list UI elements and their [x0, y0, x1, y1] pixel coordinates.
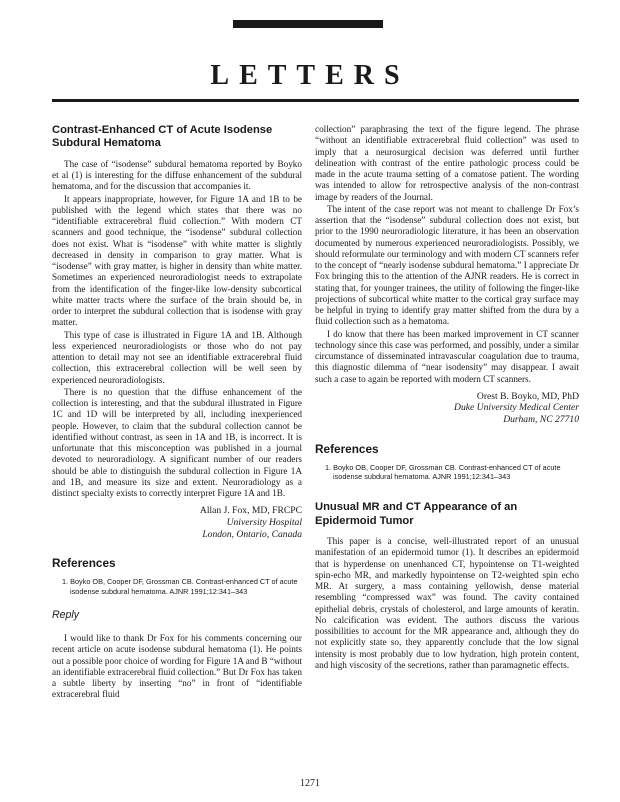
reference-item: 1. Boyko OB, Cooper DF, Grossman CB. Contrast-enhanced CT of acute isodense subdural hematoma. AJNR 1991;12:341–343	[62, 577, 298, 596]
letter1-author: Allan J. Fox, MD, FRCPC	[199, 505, 302, 517]
page-number: 1271	[300, 778, 320, 789]
reply-paragraph: I do know that there has been marked improvement in CT scanner technology since this case was performed, and possibly, under a similar circumstance of disseminated intravascular coagulation due to trauma, this diagnostic dilemma of “near isodensity” may disappear. I await such a case to again be reported with modern CT scanners.	[315, 328, 579, 384]
left-column	[52, 124, 302, 702]
letter1-title: Contrast-Enhanced CT of Acute Isodense Subdural Hematoma	[52, 124, 273, 150]
reply-paragraph: The intent of the case report was not meant to challenge Dr Fox’s assertion that the “isodense” subdural collection does not exist, but prior to the 1990 neuroradiologic literature, it has been an observation documented by numerous experienced neuroradiologists. Possibly, we should reformulate our terminology and with modern CT scanners refer to the concept of “nearly isodense subdural hematoma.” I appreciate Dr Fox bringing this to the attention of the AJNR readers. He is correct in stating that, for younger trainees, the utility of following the finger-like projections of subcortical white matter to the cortical gray surface may be helpful in trying to identify gray matter shifted from the dura by a fluid collection such as a hematoma.	[315, 203, 579, 327]
letter1-institution: University Hospital	[226, 516, 302, 528]
header-rule	[52, 99, 579, 102]
reply-heading: Reply	[52, 608, 80, 621]
reply-paragraph: I would like to thank Dr Fox for his comments concerning our recent article on acute isodense subdural hematoma (1). He points out a possible poor choice of wording for Figure 1A and B “without an identifiable extracerebral fluid collection.” But Dr Fox has taken a subtle liberty by inserting “no” in front of “identifiable extracerebral fluid	[52, 633, 302, 700]
reply-institution: Duke University Medical Center	[454, 402, 579, 414]
header-bar	[233, 20, 383, 28]
letter1-location: London, Ontario, Canada	[202, 528, 302, 540]
letter1-references-heading: References	[52, 556, 116, 571]
reply-signature	[315, 391, 579, 426]
letter2-title: Unusual MR and CT Appearance of an Epidermoid Tumor	[315, 501, 518, 527]
letter1-paragraph: There is no question that the diffuse enhancement of the collection is interesting, and that the subdural illustrated in Figure 1C and 1D will be interpreted by all, including inexperienced people. However, to claim that the subdural collection cannot be identified without contrast, as seen in 1A and 1B, is incorrect. It is unfortunate that this misconception was published in a journal devoted to neuroradiology. A significant number of our readers should be able to distinguish the subdural collection in Figure 1A and 1B, and measure its size and extent. Neuroradiology as a distinct specialty exists to correctly interpret Figure 1A and 1B.	[52, 386, 302, 499]
letter1-paragraph: This type of case is illustrated in Figure 1A and 1B. Although less experienced neuroradiologists or those who do not pay attention to detail may not see an identifiable extracerebral fluid collection, this extracerebral collection will be well seen by experienced neuroradiologists.	[52, 329, 302, 385]
reference-item: 1. Boyko OB, Cooper DF, Grossman CB. Contrast-enhanced CT of acute isodense subdural hematoma. AJNR 1991;12:341–343	[325, 462, 561, 481]
letter2-paragraph: This paper is a concise, well-illustrated report of an unusual manifestation of an epidermoid tumor (1). It describes an epidermoid that is hyperdense on unenhanced CT, hypointense on T1-weighted spin-echo MR, and markedly hypointense on T2-weighted spin echo MR. At surgery, a mass containing yellowish, dense material resembling “compressed wax” was found. The cavity contained epithelial debris, crystals of cholesterol, and large amounts of keratin. No calcification was evident. The authors discuss the various possibilities to account for the MR appearance and, although they do not explicitly state so, they apparently conclude that the low signal intensity is most probably due to low hydration, high protein content, and high viscosity of the secretions, rather than paramagnetic effects.	[315, 536, 579, 670]
letter1-paragraph: The case of “isodense” subdural hematoma reported by Boyko et al (1) is interesting for the diffuse enhancement of the subdural hematoma, and for the discussion that accompanies it.	[52, 158, 302, 192]
letter1-paragraph: It appears inappropriate, however, for Figure 1A and 1B to be published with the legend which states that there was no “identifiable extracerebral fluid collection.” With modern CT scanners and good technique, the “isodense” subdural collection does not exist. What is “isodense” with white matter is slightly decreased in density in comparison to gray matter. What is “isodense” with gray matter, is higher in density than white matter. Sometimes an experienced neuroradiologist needs to extrapolate from the identification of the finger-like low-density subcortical white matter tracts where the surface of the brain should be, in order to interpret the subdural collection that is isodense with gray matter.	[52, 193, 302, 328]
reply-location: Durham, NC 27710	[503, 413, 579, 425]
reply-references-heading: References	[315, 441, 379, 456]
reply-author: Orest B. Boyko, MD, PhD	[476, 390, 579, 402]
section-title: LETTERS	[210, 60, 410, 91]
right-column	[315, 124, 579, 672]
reply-paragraph: collection” paraphrasing the text of the figure legend. The phrase “without an identifiable extracerebral fluid collection” was used to imply that a neurosurgical decision was deferred until further delineation with contrast of the entire pathologic process could be made in the acute trauma setting of a comatose patient. The wording was intended to allow for retrospective analysis of the non-contrast image by readers of the Journal.	[315, 124, 579, 202]
letter1-signature	[52, 505, 302, 540]
